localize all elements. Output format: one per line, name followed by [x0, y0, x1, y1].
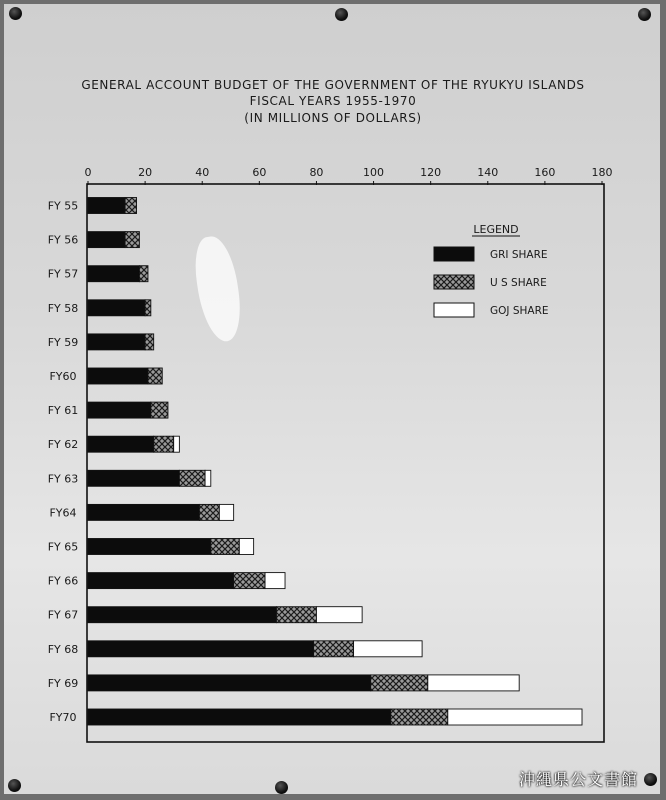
x-tick-label: 180	[591, 166, 613, 179]
bar-us-share	[179, 470, 205, 486]
category-label: FY64	[49, 506, 77, 520]
bar-us-share	[145, 300, 151, 316]
bar-gri-share	[88, 641, 314, 657]
bar-us-share	[154, 436, 174, 452]
x-tick-label: 80	[309, 166, 324, 179]
x-tick-label: 160	[534, 166, 556, 179]
bar-gri-share	[88, 334, 145, 350]
legend-swatch-us	[434, 275, 474, 289]
bar-gri-share	[88, 607, 276, 623]
x-tick-label: 0	[84, 166, 92, 179]
bar-goj-share	[354, 641, 423, 657]
legend-label-us: U S SHARE	[490, 277, 547, 289]
chart-subtitle: FISCAL YEARS 1955-1970	[249, 94, 417, 108]
bar-goj-share	[174, 436, 180, 452]
x-tick-label: 120	[420, 166, 442, 179]
category-label: FY 61	[47, 404, 79, 418]
bar-us-share	[139, 266, 148, 282]
bar-gri-share	[88, 504, 199, 520]
category-label: FY 65	[47, 540, 79, 554]
bar-us-share	[125, 232, 139, 248]
bar-gri-share	[88, 539, 211, 555]
category-label: FY 69	[47, 676, 79, 690]
x-tick-label: 100	[363, 166, 385, 179]
bar-goj-share	[448, 709, 582, 725]
bar-goj-share	[219, 504, 233, 520]
bar-gri-share	[88, 573, 234, 589]
x-tick-label: 20	[138, 166, 153, 179]
legend-swatch-goj	[434, 303, 474, 317]
bar-gri-share	[88, 675, 371, 691]
bar-us-share	[125, 198, 136, 214]
bar-gri-share	[88, 232, 125, 248]
category-label: FY 68	[47, 642, 79, 656]
bar-us-share	[314, 641, 354, 657]
bar-gri-share	[88, 198, 125, 214]
bar-us-share	[234, 573, 265, 589]
category-label: FY 58	[47, 301, 79, 315]
bar-goj-share	[316, 607, 362, 623]
bar-gri-share	[88, 402, 151, 418]
legend-label-goj: GOJ SHARE	[490, 305, 549, 317]
category-label: FY 57	[47, 267, 79, 281]
category-label: FY 55	[47, 199, 79, 213]
category-label: FY 66	[47, 574, 79, 588]
category-label: FY70	[49, 711, 77, 724]
bar-gri-share	[88, 300, 145, 316]
chart-title: GENERAL ACCOUNT BUDGET OF THE GOVERNMENT OF THE RYUKYU ISLANDS	[81, 78, 585, 92]
bar-us-share	[211, 539, 240, 555]
bar-gri-share	[88, 266, 139, 282]
category-label: FY 56	[47, 233, 79, 247]
category-label: FY60	[49, 370, 77, 383]
category-label: FY 67	[47, 608, 79, 622]
archive-watermark: 沖縄県公文書館	[518, 770, 638, 789]
category-label: FY 59	[47, 335, 79, 349]
bar-us-share	[371, 675, 428, 691]
chart-units: (IN MILLIONS OF DOLLARS)	[244, 111, 422, 125]
bar-gri-share	[88, 470, 179, 486]
legend-title: LEGEND	[473, 223, 519, 236]
bar-us-share	[148, 368, 162, 384]
plot-frame	[87, 184, 604, 742]
legend-label-gri: GRI SHARE	[490, 249, 548, 261]
category-label: FY 63	[47, 472, 79, 486]
bar-us-share	[276, 607, 316, 623]
category-label: FY 62	[47, 438, 79, 452]
x-tick-label: 140	[477, 166, 499, 179]
bar-gri-share	[88, 436, 154, 452]
x-tick-label: 40	[195, 166, 210, 179]
bar-goj-share	[239, 539, 253, 555]
bar-us-share	[151, 402, 168, 418]
bar-us-share	[391, 709, 448, 725]
bar-gri-share	[88, 368, 148, 384]
bar-goj-share	[205, 470, 211, 486]
bar-goj-share	[265, 573, 285, 589]
bar-goj-share	[428, 675, 519, 691]
bar-us-share	[145, 334, 154, 350]
x-tick-label: 60	[252, 166, 267, 179]
legend-swatch-gri	[434, 247, 474, 261]
bar-us-share	[199, 504, 219, 520]
bar-gri-share	[88, 709, 391, 725]
